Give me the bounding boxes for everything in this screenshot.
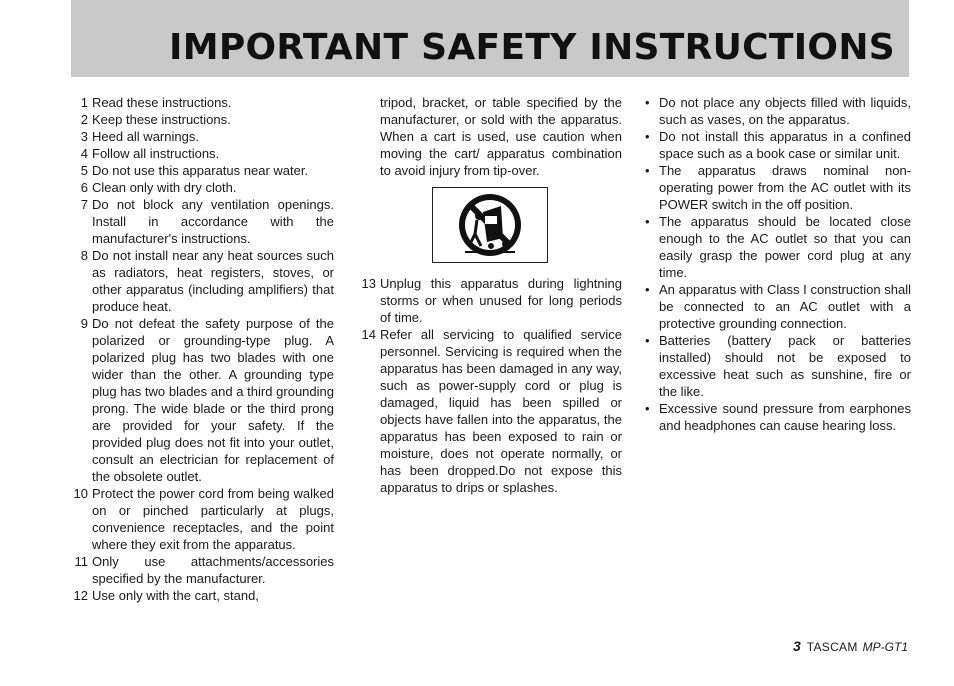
bullet-dot: •	[645, 214, 650, 229]
item-text: Heed all warnings.	[92, 129, 199, 144]
item-text: Read these instructions.	[92, 95, 232, 110]
bullet-item	[645, 400, 911, 434]
item-number: 1	[80, 95, 88, 110]
bullet-text: Do not place any objects filled with liquids, such as vases, on the apparatus.	[659, 95, 911, 127]
bullet-dot: •	[645, 95, 650, 110]
item-number: 5	[80, 163, 88, 178]
item-number: 12	[73, 588, 88, 603]
bullet-text: An apparatus with Class I construction shall be connected to an AC outlet with a protective grounding connection.	[659, 282, 911, 331]
item-continuation: tripod, bracket, or table specified by the manufacturer, or sold with the apparatus. When a cart is used, use caution when moving the cart/ apparatus combination to avoid injury from tip-over.	[380, 95, 622, 178]
list-item	[66, 179, 334, 196]
brand-name: TASCAM	[806, 640, 858, 654]
item-text: Refer all servicing to qualified service personnel. Servicing is required when the apparatus has been damaged in any way, such as power-supply cord or plug is damaged, liquid has been spilled or objects have fallen into the apparatus, the apparatus has been exposed to rain or moisture, does not operate normally, or has been dropped.Do not expose this apparatus to drips or splashes.	[380, 327, 622, 495]
list-item	[66, 111, 334, 128]
item-text: Follow all instructions.	[92, 146, 220, 161]
list-item	[354, 326, 622, 496]
item-text: Do not install near any heat sources such as radiators, heat registers, stoves, or other apparatus (including amplifiers) that produce heat.	[92, 248, 334, 314]
list-item	[66, 553, 334, 587]
item-number: 10	[73, 486, 88, 501]
item-number: 2	[80, 112, 88, 127]
item-number: 6	[80, 180, 88, 195]
bullet-dot: •	[645, 333, 650, 348]
bullet-item	[645, 128, 911, 162]
instructions-column-1	[66, 94, 334, 604]
bullet-text: Batteries (battery pack or batteries installed) should not be exposed to excessive heat such as sunshine, fire or the like.	[659, 333, 911, 399]
item-text: Do not use this apparatus near water.	[92, 163, 309, 178]
item-text: Protect the power cord from being walked on or pinched particularly at plugs, convenience receptacles, and the point where they exit from the apparatus.	[92, 486, 334, 552]
bullet-text: The apparatus draws nominal non-operating power from the AC outlet with its POWER switch in the off position.	[659, 163, 911, 212]
list-item	[354, 275, 622, 326]
bullet-item	[645, 281, 911, 332]
bullet-text: Do not install this apparatus in a confined space such as a book case or similar unit.	[659, 129, 911, 161]
list-item	[66, 94, 334, 111]
bullet-item	[645, 162, 911, 213]
page-number: 3	[792, 638, 801, 654]
item-text: Do not defeat the safety purpose of the polarized or grounding-type plug. A polarized plug has two blades with one wider than the other. A grounding type plug has two blades and a third grounding prong. The wide blade or the third prong are provided for your safety. If the provided plug does not fit into your outlet, consult an electrician for replacement of the obsolete outlet.	[92, 316, 334, 484]
item-number: 4	[80, 146, 88, 161]
list-item	[66, 247, 334, 315]
item-text: Only use attachments/accessories specified by the manufacturer.	[92, 554, 334, 586]
bullet-dot: •	[645, 282, 650, 297]
page-footer	[793, 638, 908, 654]
item-number: 11	[74, 554, 88, 569]
item-text: Do not block any ventilation openings. Install in accordance with the manufacturer's instructions.	[92, 197, 334, 246]
model-name: MP-GT1	[862, 640, 908, 654]
list-item	[66, 315, 334, 485]
item-text: Use only with the cart, stand,	[92, 588, 259, 603]
bullet-item	[645, 332, 911, 400]
list-item	[66, 485, 334, 553]
title-banner	[71, 0, 909, 77]
item-number: 14	[361, 327, 376, 342]
list-item	[66, 162, 334, 179]
instructions-column-2	[354, 94, 622, 496]
bullet-text: The apparatus should be located close enough to the AC outlet so that you can easily grasp the power cord plug at any time.	[659, 214, 911, 280]
bullet-dot: •	[645, 163, 650, 178]
cart-warning-figure	[432, 187, 548, 263]
item-number: 8	[80, 248, 88, 263]
item-text: Keep these instructions.	[92, 112, 231, 127]
bullet-dot: •	[645, 129, 650, 144]
item-number: 13	[361, 276, 376, 291]
item-number: 7	[80, 197, 88, 212]
list-item	[66, 145, 334, 162]
cart-tipover-icon	[455, 190, 525, 260]
list-item	[66, 128, 334, 145]
bullet-item	[645, 94, 911, 128]
bullet-dot: •	[645, 401, 650, 416]
list-item	[66, 587, 334, 604]
item-text: Unplug this apparatus during lightning storms or when unused for long periods of time.	[380, 276, 622, 325]
item-number: 9	[80, 316, 88, 331]
list-item	[66, 196, 334, 247]
page-title: IMPORTANT SAFETY INSTRUCTIONS	[169, 27, 895, 68]
bullet-text: Excessive sound pressure from earphones and headphones can cause hearing loss.	[659, 401, 911, 433]
instructions-column-3	[645, 94, 911, 434]
bullet-item	[645, 213, 911, 281]
item-number: 3	[80, 129, 88, 144]
item-text: Clean only with dry cloth.	[92, 180, 237, 195]
